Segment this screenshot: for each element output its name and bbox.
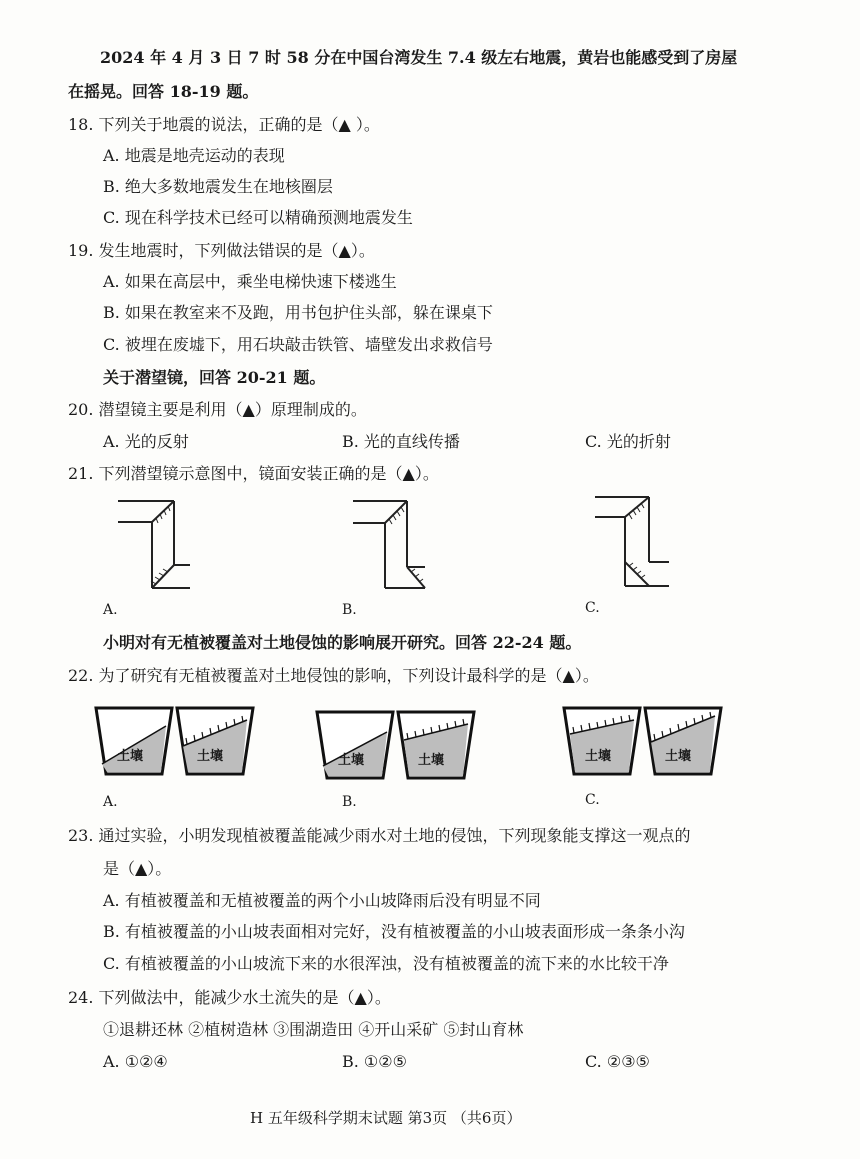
q24-option-a: A. ①②④ (103, 1052, 168, 1071)
q18-stem: 18. 下列关于地震的说法，正确的是（▲ ）。 (68, 115, 380, 134)
periscope-diagram-c (585, 490, 685, 600)
q22-a-soil-label-1: 土壤 (117, 749, 144, 764)
q22-b-soil-label-1: 土壤 (338, 753, 365, 768)
q24-stem: 24. 下列做法中，能减少水土流失的是（▲）。 (68, 988, 391, 1007)
intro-erosion: 小明对有无植被覆盖对土地侵蚀的影响展开研究。回答 22-24 题。 (103, 633, 582, 652)
q22-stem: 22. 为了研究有无植被覆盖对土地侵蚀的影响，下列设计最科学的是（▲）。 (68, 666, 599, 685)
q22-option-a-diagram (95, 706, 255, 778)
q23-option-a: A. 有植被覆盖和无植被覆盖的两个小山坡降雨后没有明显不同 (103, 891, 541, 910)
q24-option-b: B. ①②⑤ (342, 1052, 407, 1071)
q22-option-c-diagram (563, 706, 723, 778)
q19-stem: 19. 发生地震时，下列做法错误的是（▲）。 (68, 241, 375, 260)
q22-label-b: B. (342, 794, 357, 810)
q22-c-soil-label-1: 土壤 (585, 749, 612, 764)
vegetated-soil-pot-icon (564, 708, 640, 774)
q20-option-c: C. 光的折射 (585, 432, 671, 451)
vegetated-soil-pot-icon (398, 712, 474, 778)
q20-option-b: B. 光的直线传播 (342, 432, 460, 451)
q19-option-a: A. 如果在高层中，乘坐电梯快速下楼逃生 (103, 272, 397, 291)
vegetated-soil-pot-icon (177, 708, 253, 774)
q24-option-c: C. ②③⑤ (585, 1052, 650, 1071)
q22-c-soil-label-2: 土壤 (665, 749, 692, 764)
q20-option-a: A. 光的反射 (103, 432, 189, 451)
intro-periscope: 关于潜望镜，回答 20-21 题。 (103, 368, 326, 387)
q21-label-c: C. (585, 600, 600, 616)
periscope-diagram-a (100, 490, 200, 600)
q19-option-c: C. 被埋在废墟下，用石块敲击铁管、墙壁发出求救信号 (103, 335, 493, 354)
q23-stem-line1: 23. 通过实验，小明发现植被覆盖能减少雨水对土地的侵蚀，下列现象能支撑这一观点的 (68, 826, 691, 845)
q18-option-b: B. 绝大多数地震发生在地核圈层 (103, 177, 333, 196)
intro-earthquake-line2: 在摇晃。回答 18-19 题。 (68, 82, 259, 101)
q21-label-b: B. (342, 602, 357, 618)
q23-option-c: C. 有植被覆盖的小山坡流下来的水很浑浊，没有植被覆盖的流下来的水比较干净 (103, 954, 669, 973)
q19-option-b: B. 如果在教室来不及跑，用书包护住头部，躲在课桌下 (103, 303, 493, 322)
q23-option-b: B. 有植被覆盖的小山坡表面相对完好，没有植被覆盖的小山坡表面形成一条条小沟 (103, 922, 685, 941)
q22-a-soil-label-2: 土壤 (197, 749, 224, 764)
bare-soil-pot-icon (96, 708, 172, 774)
intro-earthquake-line1: 2024 年 4 月 3 日 7 时 58 分在中国台湾发生 7.4 级左右地震，黄岩也能感受到了房屋 (100, 48, 738, 67)
q24-items: ①退耕还林 ②植树造林 ③围湖造田 ④开山采矿 ⑤封山育林 (103, 1020, 524, 1039)
periscope-diagram-b (345, 490, 445, 600)
q21-label-a: A. (103, 602, 118, 618)
q21-stem: 21. 下列潜望镜示意图中，镜面安装正确的是（▲）。 (68, 464, 439, 483)
q22-option-b-diagram (316, 710, 476, 782)
page-footer: H 五年级科学期末试题 第3页 （共6页） (250, 1109, 522, 1127)
vegetated-soil-pot-icon (645, 708, 721, 774)
q23-stem-line2: 是（▲）。 (103, 859, 172, 878)
q18-option-c: C. 现在科学技术已经可以精确预测地震发生 (103, 208, 413, 227)
q18-option-a: A. 地震是地壳运动的表现 (103, 146, 285, 165)
q22-label-a: A. (103, 794, 118, 810)
q22-label-c: C. (585, 792, 600, 808)
bare-soil-pot-icon (317, 712, 393, 778)
q22-b-soil-label-2: 土壤 (418, 753, 445, 768)
q20-stem: 20. 潜望镜主要是利用（▲）原理制成的。 (68, 400, 367, 419)
